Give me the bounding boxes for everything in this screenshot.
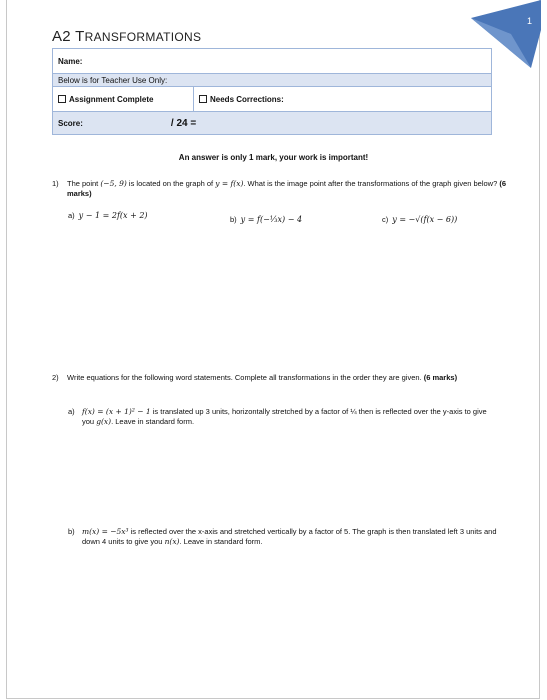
assignment-complete-cell[interactable] (53, 87, 194, 112)
needs-corrections-checkbox[interactable] (199, 95, 207, 103)
score-row (53, 112, 492, 135)
question-2-text: Write equations for the following word statements. Complete all transformations in the order they are given. (6 marks) (67, 373, 458, 382)
question-1-number: 1) (52, 179, 59, 188)
needs-corrections-cell[interactable] (194, 87, 492, 112)
question-2-number: 2) (52, 373, 59, 382)
page-number: 1 (527, 16, 533, 26)
question-1-part-c: c) y = −√(f(x − 6)) (382, 215, 458, 224)
info-table (52, 48, 492, 135)
notice: An answer is only 1 mark, your work is important! (178, 153, 369, 162)
needs-corrections-label: Needs Corrections: (210, 94, 284, 104)
document-title (52, 28, 201, 45)
name-field[interactable] (53, 49, 492, 74)
question-2-part-b: b) m(x) = −5x³ is reflected over the x-axis and stretched vertically by a factor of 5. The graph is then translated left 3 units and down 4 units to give you n(x). Leave in standard form. (68, 527, 497, 546)
question-2 (52, 373, 512, 397)
teacher-use-label: Below is for Teacher Use Only: (53, 74, 492, 87)
title-rest: RANSFORMATIONS (84, 30, 202, 44)
assignment-complete-checkbox[interactable] (58, 95, 66, 103)
question-2-part-a: a) f(x) = (x + 1)² − 1 is translated up 3 units, horizontally stretched by a factor of ¼ then is reflected over the y-axis to give you g(x). Leave in standard form. (68, 407, 487, 426)
assignment-complete-label: Assignment Complete (69, 94, 154, 104)
question-1-text: The point (−5, 9) is located on the graph of y = f(x). What is the image point after the transformations of the graph given below? (6 marks) (67, 179, 507, 198)
score-value: / 24 = (170, 117, 197, 129)
question-1-part-b: b) y = f(−⅓x) − 4 (230, 215, 303, 224)
name-label: Name: (58, 56, 83, 66)
question-1 (52, 179, 512, 203)
title-lead: A2 T (52, 28, 85, 45)
score-label: Score: (58, 118, 83, 128)
question-1-part-a: a) y − 1 = 2f(x + 2) (68, 211, 148, 220)
